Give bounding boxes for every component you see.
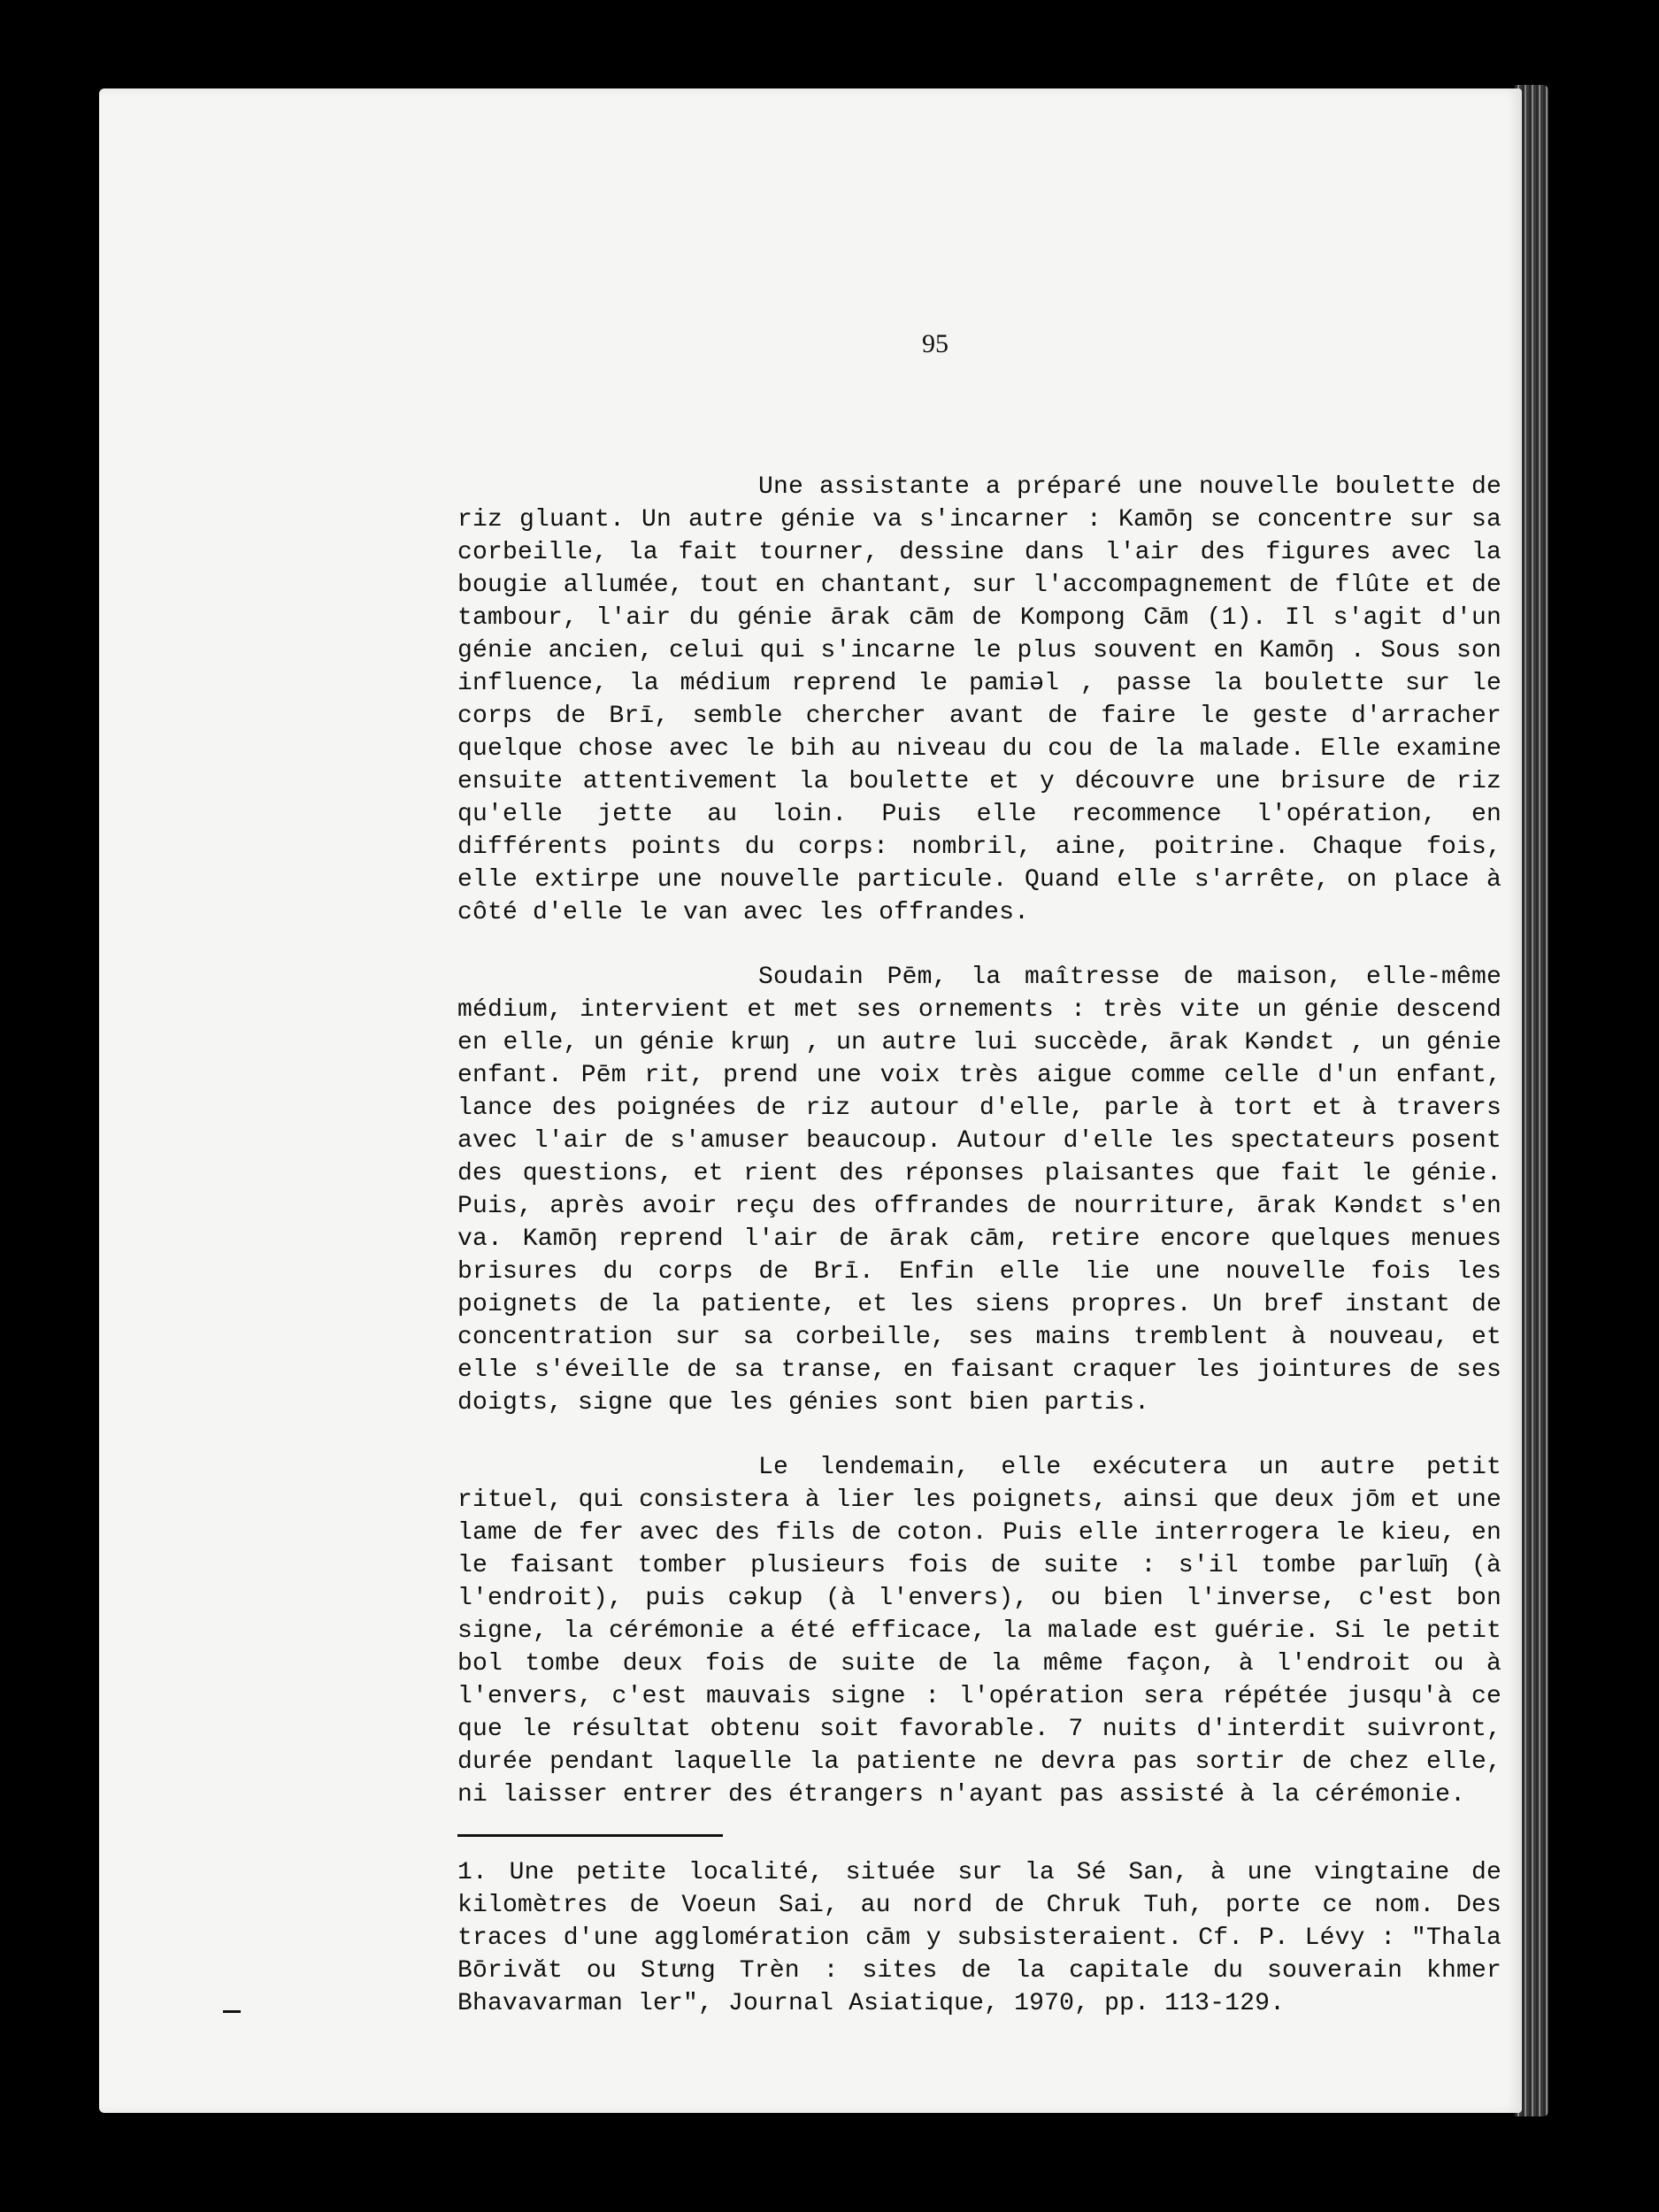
paragraph-3-text: Le lendemain, elle exécutera un autre petit rituel, qui consistera à lier les poignets, ainsi que deux jōm et une lame de fer avec des fils de coton. Puis elle interrogera le kieu, en le faisant tomber plusieurs fois de suite : s'il tombe parlɯ̄ŋ (à l'endroit), puis cəkup (à l'envers), ou bien l'inverse, c'est bon signe, la cérémonie a été efficace, la malade est guérie. Si le petit bol tombe deux fois de suite de la même façon, à l'endroit ou à l'envers, c'est mauvais signe : l'opération sera répétée jusqu'à ce que le résultat obtenu soit favorable. 7 nuits d'interdit suivront, durée pendant laquelle la patiente ne devra pas sortir de chez elle, ni laisser entrer des étrangers n'ayant pas assisté à la cérémonie. (457, 1454, 1502, 1809)
page-number: 95 (922, 329, 949, 358)
body-text (457, 471, 1502, 2020)
paragraph-2 (457, 961, 1502, 1419)
document-page (99, 88, 1522, 2113)
margin-mark (223, 2010, 241, 2013)
footnote-separator (457, 1834, 723, 1837)
paragraph-1-text: Une assistante a préparé une nouvelle boulette de riz gluant. Un autre génie va s'incarner : Kamōŋ se concentre sur sa corbeille, la fait tourner, dessine dans l'air des figures avec la bougie allumée, tout en chantant, sur l'accompagnement de flûte et de tambour, l'air du génie ārak cām de Kompong Cām (1). Il s'agit d'un génie ancien, celui qui s'incarne le plus souvent en Kamōŋ . Sous son influence, la médium reprend le pamiəl , passe la boulette sur le corps de Brī, semble chercher avant de faire le geste d'arracher quelque chose avec le bih au niveau du cou de la malade. Elle examine ensuite attentivement la boulette et y découvre une brisure de riz qu'elle jette au loin. Puis elle recommence l'opération, en différents points du corps: nombril, aine, poitrine. Chaque fois, elle extirpe une nouvelle particule. Quand elle s'arrête, on place à côté d'elle le van avec les offrandes. (457, 473, 1502, 926)
paragraph-3 (457, 1451, 1502, 1811)
paragraph-1 (457, 471, 1502, 929)
footnote: 1. Une petite localité, située sur la Sé San, à une vingtaine de kilomètres de Voeun Sai, au nord de Chruk Tuh, porte ce nom. Des traces d'une agglomération cām y subsisteraient. Cf. P. Lévy : "Thala Bōrivăt ou Stưng Trèn : sites de la capitale du souverain khmer Bhavavarman ler", Journal Asiatique, 1970, pp. 113-129. (457, 1859, 1502, 2017)
paragraph-2-text: Soudain Pēm, la maîtresse de maison, elle-même médium, intervient et met ses ornements : très vite un génie descend en elle, un génie krɯŋ , un autre lui succède, ārak Kəndɛt , un génie enfant. Pēm rit, prend une voix très aigue comme celle d'un enfant, lance des poignées de riz autour d'elle, parle à tort et à travers avec l'air de s'amuser beaucoup. Autour d'elle les spectateurs posent des questions, et rient des réponses plaisantes que fait le génie. Puis, après avoir reçu des offrandes de nourriture, ārak Kəndɛt s'en va. Kamōŋ reprend l'air de ārak cām, retire encore quelques menues brisures du corps de Brī. Enfin elle lie une nouvelle fois les poignets de la patiente, et les siens propres. Un bref instant de concentration sur sa corbeille, ses mains tremblent à nouveau, et elle s'éveille de sa transe, en faisant craquer les jointures de ses doigts, signe que les génies sont bien partis. (457, 964, 1502, 1417)
